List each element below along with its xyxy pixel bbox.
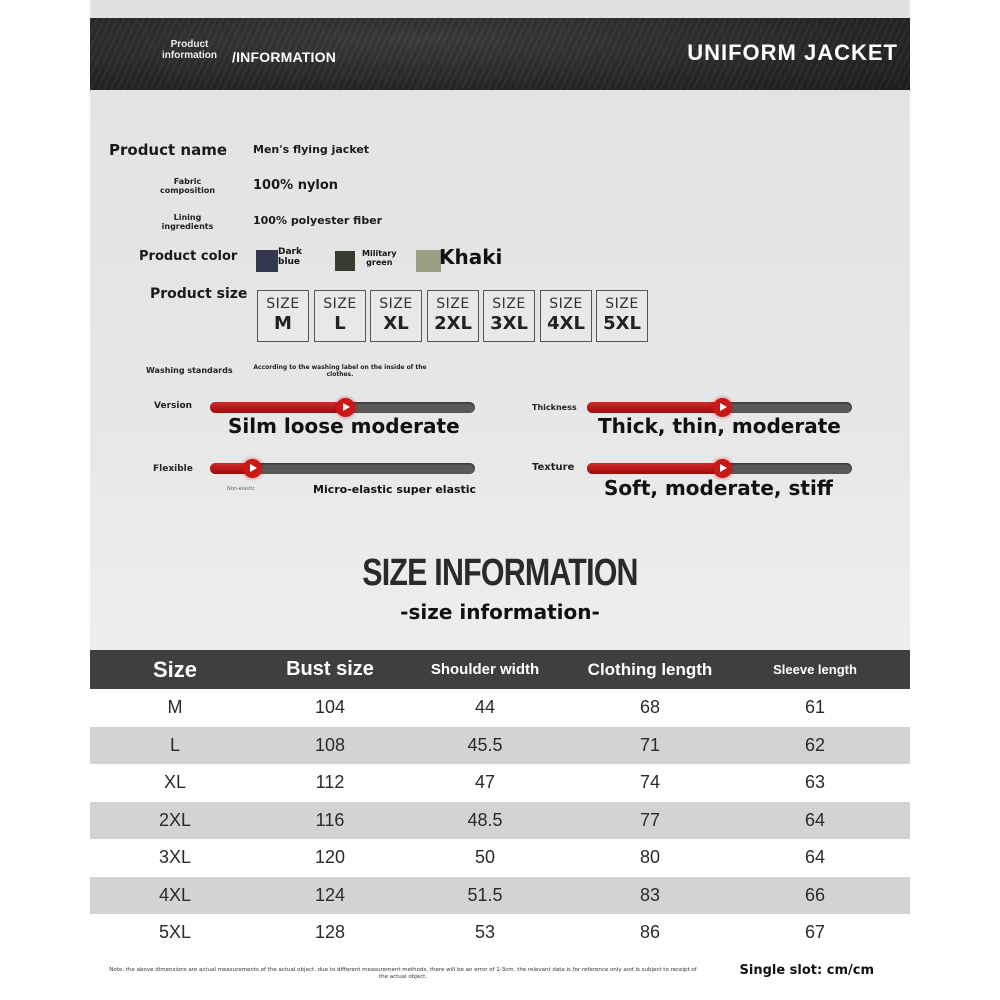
size-option-m[interactable] [257,290,309,342]
cell-bust: 104 [314,697,346,718]
cell-length: 83 [639,884,661,905]
size-option-l[interactable] [314,290,366,342]
table-row [90,914,910,952]
cell-sleeve: 64 [804,809,826,830]
fabric-label-line1: Fabric [173,177,202,186]
product-details-section [90,0,910,650]
cell-bust: 116 [315,809,345,830]
size-value: XL [383,313,409,334]
banner-subtitle-line1: Product [170,39,209,50]
color-label-military-green-line1: Military [362,249,397,258]
cell-size: M [167,697,183,718]
cell-shoulder: 44 [474,697,496,718]
texture-slider[interactable] [587,463,852,474]
banner-section-label: /INFORMATION [232,49,337,65]
cell-bust: 120 [314,847,346,868]
cell-shoulder: 47 [474,772,496,793]
header-shoulder-width: Shoulder width [430,661,540,678]
table-row [90,689,910,727]
cell-shoulder: 51.5 [467,884,503,905]
lining-label-line1: Lining [173,213,202,222]
cell-bust: 128 [314,922,346,943]
header-clothing-length: Clothing length [587,659,713,679]
version-slider-fill [210,402,347,413]
flexible-slider[interactable] [210,463,475,474]
table-row [90,727,910,765]
size-option-5xl[interactable] [596,290,648,342]
flexible-label: Flexible [153,464,193,474]
cell-bust: 124 [314,884,346,905]
cell-shoulder: 50 [474,847,496,868]
color-label-khaki: Khaki [439,245,503,269]
version-slider[interactable] [210,402,475,413]
flexible-sub-label: Non-elastic [227,486,256,492]
size-value: 2XL [434,313,472,334]
size-prefix: SIZE [605,296,639,312]
size-prefix: SIZE [549,296,583,312]
product-size-label: Product size [150,286,248,302]
color-label-dark-blue-line1: Dark [278,247,302,257]
color-swatch-military-green[interactable] [335,251,355,271]
size-option-xl[interactable] [370,290,422,342]
product-name-value: Men's flying jacket [253,143,370,156]
cell-size: 2XL [158,809,192,830]
color-label-military-green-line2: green [366,258,393,267]
color-label-military-green [362,249,397,267]
texture-text: Soft, moderate, stiff [604,476,833,500]
color-label-dark-blue-line2: blue [278,257,301,267]
version-label: Version [154,401,193,411]
thickness-label: Thickness [532,403,577,412]
table-row [90,802,910,840]
size-option-3xl[interactable] [483,290,535,342]
texture-label: Texture [532,462,575,473]
header-bust-size: Bust size [286,658,374,680]
cell-size: XL [163,772,187,793]
table-row [90,764,910,802]
cell-shoulder: 53 [474,922,496,943]
cell-sleeve: 63 [804,772,826,793]
table-row [90,839,910,877]
size-value: M [274,313,292,334]
play-icon[interactable] [243,459,262,478]
size-option-2xl[interactable] [427,290,479,342]
cell-size: 4XL [158,884,192,905]
flexible-text: Micro-elastic super elastic [313,483,477,496]
thickness-slider[interactable] [587,402,852,413]
size-table-body [90,689,910,952]
cell-length: 74 [639,772,661,793]
fabric-value: 100% nylon [253,178,339,193]
size-info-subtitle: -size information- [400,600,600,624]
color-label-dark-blue [278,247,302,267]
cell-sleeve: 62 [804,734,826,755]
size-prefix: SIZE [266,296,300,312]
thickness-text: Thick, thin, moderate [598,414,841,438]
cell-sleeve: 61 [804,697,826,718]
lining-label [150,213,225,231]
cell-length: 77 [639,809,661,830]
cell-length: 71 [639,734,661,755]
table-row [90,877,910,915]
size-prefix: SIZE [492,296,526,312]
cell-size: 3XL [158,847,192,868]
header-banner [90,18,910,90]
size-table-header [90,650,910,689]
lining-label-line2: ingredients [161,222,214,231]
size-prefix: SIZE [436,296,470,312]
banner-title: UNIFORM JACKET [687,40,898,65]
cell-sleeve: 64 [804,847,826,868]
cell-shoulder: 45.5 [467,734,503,755]
washing-label: Washing standards [146,366,233,375]
cell-sleeve: 67 [804,922,826,943]
fabric-label [150,177,225,195]
unit-label: Single slot: cm/cm [739,963,874,978]
banner-subtitle [162,39,217,61]
cell-size: L [169,734,180,755]
size-prefix: SIZE [379,296,413,312]
measurement-note: Note: the above dimensions are actual measurements of the actual object. due to different measurement methods, there will be an error of 1-3cm. the relevant data is for reference only and is subject to receipt of the actual object. [109,967,697,980]
cell-length: 80 [639,847,661,868]
washing-value: According to the washing label on the inside of the clothes. [253,364,427,378]
size-prefix: SIZE [323,296,357,312]
product-name-label: Product name [109,141,228,159]
size-value: 5XL [603,313,641,334]
version-text: Silm loose moderate [228,414,460,438]
texture-slider-fill [587,463,724,474]
size-value: 3XL [490,313,528,334]
size-value: L [334,313,346,334]
thickness-slider-fill [587,402,724,413]
banner-subtitle-line2: information [162,50,217,61]
product-color-label: Product color [139,249,238,264]
cell-length: 86 [639,922,661,943]
lining-value: 100% polyester fiber [253,214,383,227]
size-info-title: SIZE INFORMATION [362,552,638,594]
cell-size: 5XL [158,922,192,943]
cell-bust: 112 [315,772,345,793]
color-swatch-khaki[interactable] [416,250,441,272]
size-option-4xl[interactable] [540,290,592,342]
product-info-panel [90,0,910,1000]
cell-sleeve: 66 [804,884,826,905]
size-table [90,650,910,952]
cell-length: 68 [639,697,661,718]
fabric-label-line2: composition [159,186,216,195]
header-sleeve-length: Sleeve length [773,662,857,677]
cell-shoulder: 48.5 [467,809,503,830]
size-value: 4XL [547,313,585,334]
cell-bust: 108 [314,734,346,755]
header-size: Size [152,656,198,682]
color-swatch-dark-blue[interactable] [256,250,278,272]
